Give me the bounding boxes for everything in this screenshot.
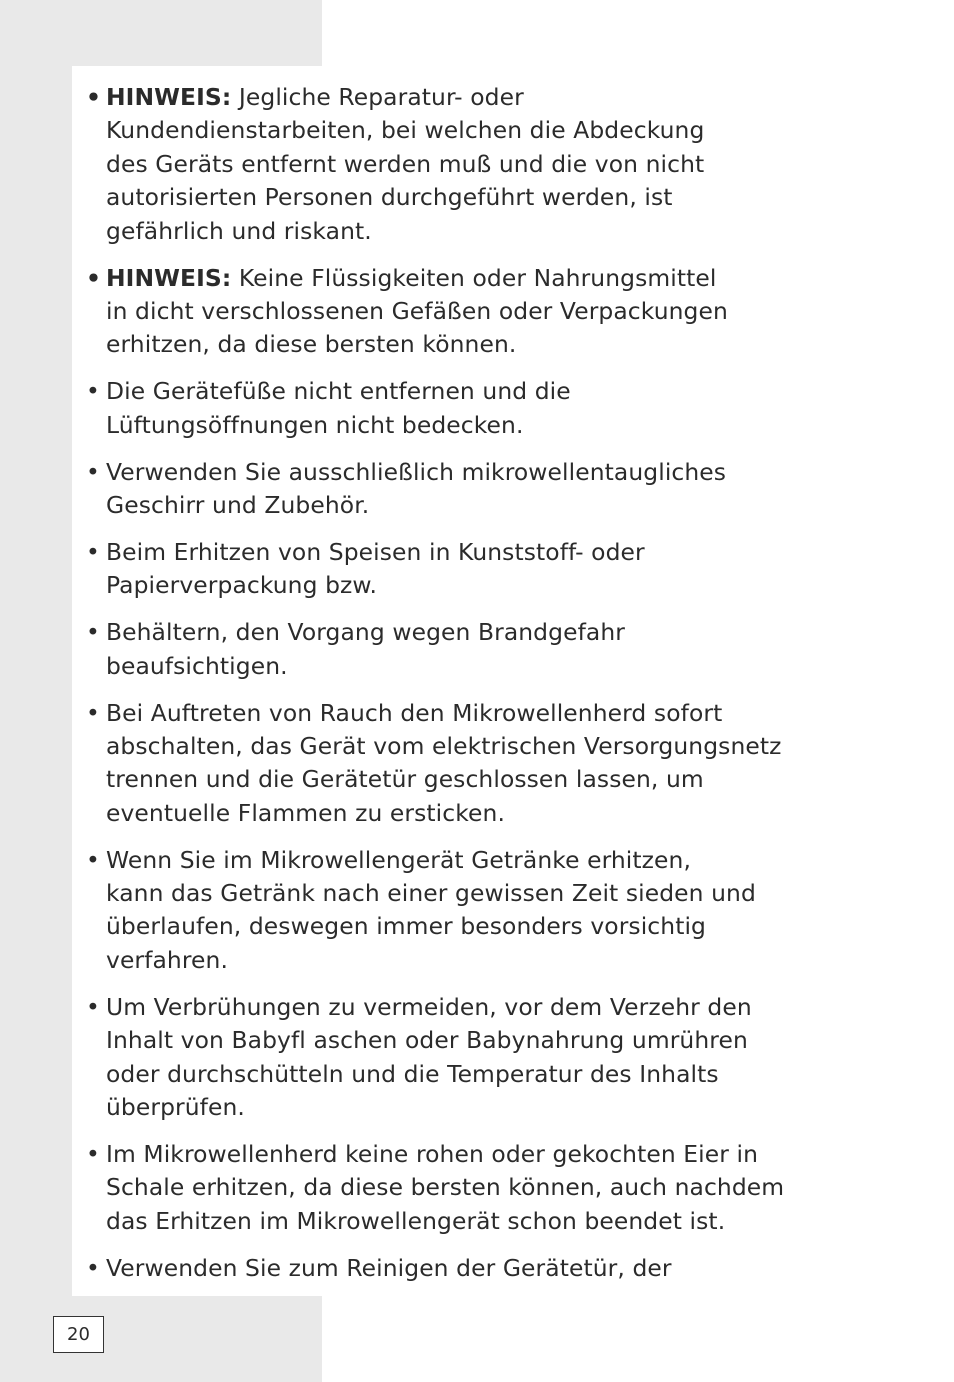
- bullet-lead: HINWEIS:: [106, 263, 232, 292]
- bullet-item-6: [86, 616, 886, 683]
- bullet-text: Bei Auftreten von Rauch den Mikrowellenherd sofort abschalten, das Gerät vom elektrischen Versorgungsnetz trennen und die Gerätetür geschlossen lassen, um eventuelle Flammen zu ersticken.: [106, 698, 782, 827]
- bullet-icon: •: [86, 618, 100, 647]
- bullet-text: Keine Flüssigkeiten oder Nahrungsmittel in dicht verschlossenen Gefäßen oder Verpackungen erhitzen, da diese bersten können.: [106, 263, 728, 359]
- bullet-text: Behältern, den Vorgang wegen Brandgefahr beaufsichtigen.: [106, 618, 625, 680]
- bullet-text: Wenn Sie im Mikrowellengerät Getränke erhitzen, kann das Getränk nach einer gewissen Zeit sieden und überlaufen, deswegen immer besonders vorsichtig verfahren.: [106, 845, 756, 974]
- safety-bullet-list: [86, 81, 886, 1299]
- bullet-item-3: [86, 375, 886, 442]
- bullet-text: Um Verbrühungen zu vermeiden, vor dem Verzehr den Inhalt von Babyfl aschen oder Babynahrung umrühren oder durchschütteln und die Temperatur des Inhalts überprüfen.: [106, 992, 752, 1121]
- bullet-text: Beim Erhitzen von Speisen in Kunststoff- oder Papierverpackung bzw.: [106, 537, 645, 600]
- bullet-item-11: [86, 1252, 886, 1285]
- bullet-item-2: [86, 262, 886, 362]
- bullet-text: Jegliche Reparatur- oder Kundendienstarbeiten, bei welchen die Abdeckung des Geräts entfernt werden muß und die von nicht autorisierten Personen durchgeführt werden, ist gefährlich und riskant.: [106, 83, 705, 245]
- bullet-item-10: [86, 1138, 886, 1238]
- bullet-lead: HINWEIS:: [106, 83, 232, 111]
- bullet-text: Verwenden Sie ausschließlich mikrowellentaugliches Geschirr und Zubehör.: [106, 457, 727, 519]
- bullet-item-7: [86, 697, 886, 831]
- page-number: 20: [53, 1316, 104, 1353]
- bullet-icon: •: [86, 83, 102, 111]
- bullet-icon: •: [86, 263, 102, 292]
- bullet-item-8: [86, 844, 886, 978]
- content-panel: [72, 66, 954, 1296]
- bullet-icon: •: [86, 845, 100, 874]
- bullet-icon: •: [86, 377, 100, 406]
- bullet-text: Im Mikrowellenherd keine rohen oder gekochten Eier in Schale erhitzen, da diese bersten können, auch nachdem das Erhitzen im Mikrowellengerät schon beendet ist.: [106, 1139, 785, 1235]
- bullet-item-1: [86, 81, 886, 248]
- bullet-text: Verwenden Sie zum Reinigen der Gerätetür, der: [106, 1253, 672, 1282]
- bullet-icon: •: [86, 457, 100, 486]
- bullet-icon: •: [86, 537, 100, 566]
- bullet-icon: •: [86, 698, 100, 727]
- bullet-item-5: [86, 536, 886, 603]
- bullet-icon: •: [86, 1253, 100, 1282]
- bullet-icon: •: [86, 992, 100, 1021]
- bullet-text: Die Gerätefüße nicht entfernen und die Lüftungsöffnungen nicht bedecken.: [106, 377, 571, 439]
- bullet-item-9: [86, 991, 886, 1125]
- bullet-item-4: [86, 456, 886, 523]
- bullet-icon: •: [86, 1139, 100, 1168]
